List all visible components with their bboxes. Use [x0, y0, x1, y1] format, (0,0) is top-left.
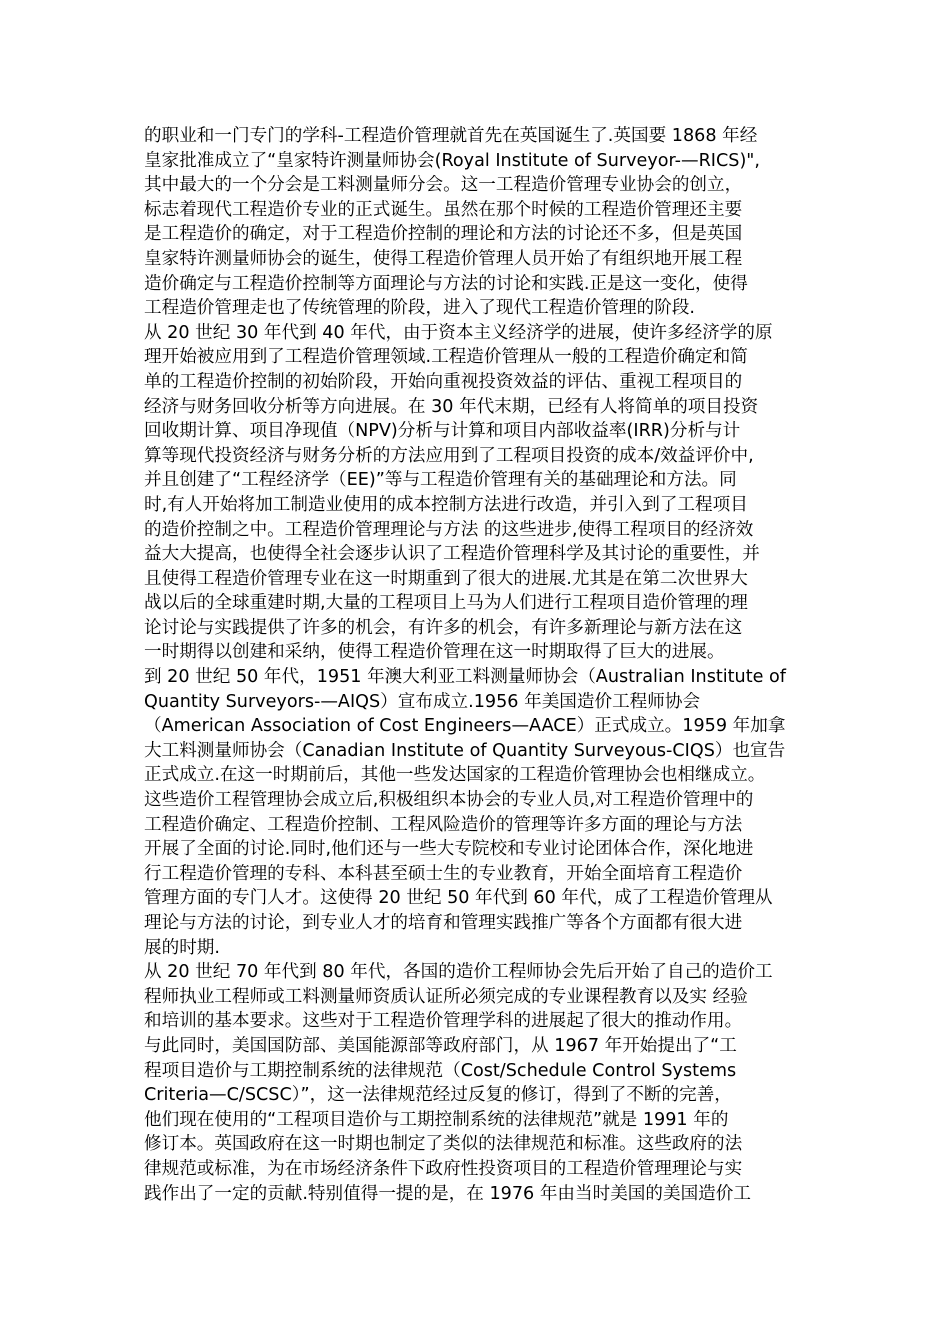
text-line: 标志着现代工程造价专业的正式诞生。虽然在那个时候的工程造价管理还主要	[144, 199, 743, 220]
text-line: 战以后的全球重建时期,大量的工程项目上马为人们进行工程项目造价管理的理	[144, 593, 748, 614]
text-line: 行工程造价管理的专科、本科甚至硕士生的专业教育，开始全面培育工程造价	[144, 863, 743, 884]
text-line: 单的工程造价控制的初始阶段，开始向重视投资效益的评估、重视工程项目的	[144, 371, 743, 392]
text-line: 践作出了一定的贡献.特别值得一提的是，在 1976 年由当时美国的美国造价工	[144, 1183, 751, 1204]
text-line: 他们现在使用的“工程项目造价与工期控制系统的法律规范”就是 1991 年的	[144, 1109, 729, 1130]
text-line: Quantity Surveyors-—AIQS）宣布成立.1956 年美国造价工程师协会	[144, 691, 701, 712]
text-line: Criteria—C/SCSC）”，这一法律规范经过反复的修订，得到了不断的完善，	[144, 1085, 732, 1106]
text-line: 和培训的基本要求。这些对于工程造价管理学科的进展起了很大的推动作用。	[144, 1011, 743, 1032]
text-line: 从 20 世纪 70 年代到 80 年代，各国的造价工程师协会先后开始了自己的造价工	[144, 962, 773, 983]
text-line: 从 20 世纪 30 年代到 40 年代，由于资本主义经济学的进展，使许多经济学的原	[144, 322, 773, 343]
text-line: 这些造价工程管理协会成立后,积极组织本协会的专业人员,对工程造价管理中的	[144, 790, 754, 811]
text-line: 理论与方法的讨论，到专业人才的培育和管理实践推广等各个方面都有很大进	[144, 913, 743, 933]
text-line: 并且创建了“工程经济学（EE)”等与工程造价管理有关的基础理论和方法。同	[144, 470, 737, 491]
text-line: 回收期计算、项目净现值（NPV)分析与计算和项目内部收益率(IRR)分析与计	[144, 421, 741, 442]
text-line: 且使得工程造价管理专业在这一时期重到了很大的进展.尤其是在第二次世界大	[144, 568, 748, 589]
text-line: 其中最大的一个分会是工料测量师分会。这一工程造价管理专业协会的创立，	[144, 175, 743, 196]
text-line: 工程造价确定、工程造价控制、工程风险造价的管理等许多方面的理论与方法	[144, 814, 743, 835]
text-line: 与此同时，美国国防部、美国能源部等政府部门，从 1967 年开始提出了“工	[144, 1035, 737, 1056]
text-line: 是工程造价的确定，对于工程造价控制的理论和方法的讨论还不多，但是英国	[144, 224, 743, 245]
text-line: 一时期得以创建和采纳，使得工程造价管理在这一时期取得了巨大的进展。	[144, 642, 725, 663]
text-line: 算等现代投资经济与财务分析的方法应用到了工程项目投资的成本/效益评价中,	[144, 445, 754, 466]
text-line: 皇家批准成立了“皇家特许测量师协会(Royal Institute of Surveyor-—RICS)",	[144, 150, 760, 171]
text-line: 大工料测量师协会（Canadian Institute of Quantity Surveyous-CIQS）也宣告	[144, 740, 786, 761]
document-body-text	[144, 124, 814, 1206]
text-line: 程师执业工程师或工料测量师资质认证所必须完成的专业课程教育以及实 经验	[144, 986, 748, 1007]
text-line: 律规范或标准，为在市场经济条件下政府性投资项目的工程造价管理理论与实	[144, 1158, 743, 1179]
text-line: 的造价控制之中。工程造价管理理论与方法 的这些进步,使得工程项目的经济效	[144, 519, 754, 540]
text-line: 工程造价管理走也了传统管理的阶段，进入了现代工程造价管理的阶段.	[144, 298, 696, 319]
text-line: 开展了全面的讨论.同时,他们还与一些大专院校和专业讨论团体合作，深化地进	[144, 839, 754, 860]
text-line: （American Association of Cost Engineers—AACE）正式成立。1959 年加拿	[144, 716, 786, 737]
text-line: 益大大提高，也使得全社会逐步认识了工程造价管理科学及其讨论的重要性，并	[144, 544, 760, 565]
text-line: 论讨论与实践提供了许多的机会，有许多的机会，有许多新理论与新方法在这	[144, 617, 743, 638]
text-line: 经济与财务回收分析等方向进展。在 30 年代末期，已经有人将简单的项目投资	[144, 396, 759, 417]
text-line: 管理方面的专门人才。这使得 20 世纪 50 年代到 60 年代，成了工程造价管理从	[144, 888, 773, 909]
text-line: 理开始被应用到了工程造价管理领域.工程造价管理从一般的工程造价确定和简	[144, 347, 748, 368]
text-line: 时,有人开始将加工制造业使用的成本控制方法进行改造，并引入到了工程项目	[144, 494, 748, 515]
text-line: 皇家特许测量师协会的诞生，使得工程造价管理人员开始了有组织地开展工程	[144, 248, 743, 269]
text-line: 造价确定与工程造价控制等方面理论与方法的讨论和实践.正是这一变化，使得	[144, 273, 748, 294]
text-line: 到 20 世纪 50 年代，1951 年澳大利亚工料测量师协会（Australian Institute of	[144, 667, 786, 688]
text-line: 的职业和一门专门的学科-工程造价管理就首先在英国诞生了.英国要 1868 年经	[144, 126, 758, 146]
text-line: 展的时期.	[144, 937, 220, 958]
text-line: 正式成立.在这一时期前后，其他一些发达国家的工程造价管理协会也相继成立。	[144, 765, 766, 786]
text-line: 程项目造价与工期控制系统的法律规范（Cost/Schedule Control Systems	[144, 1060, 737, 1081]
text-line: 修订本。英国政府在这一时期也制定了类似的法律规范和标准。这些政府的法	[144, 1134, 743, 1155]
